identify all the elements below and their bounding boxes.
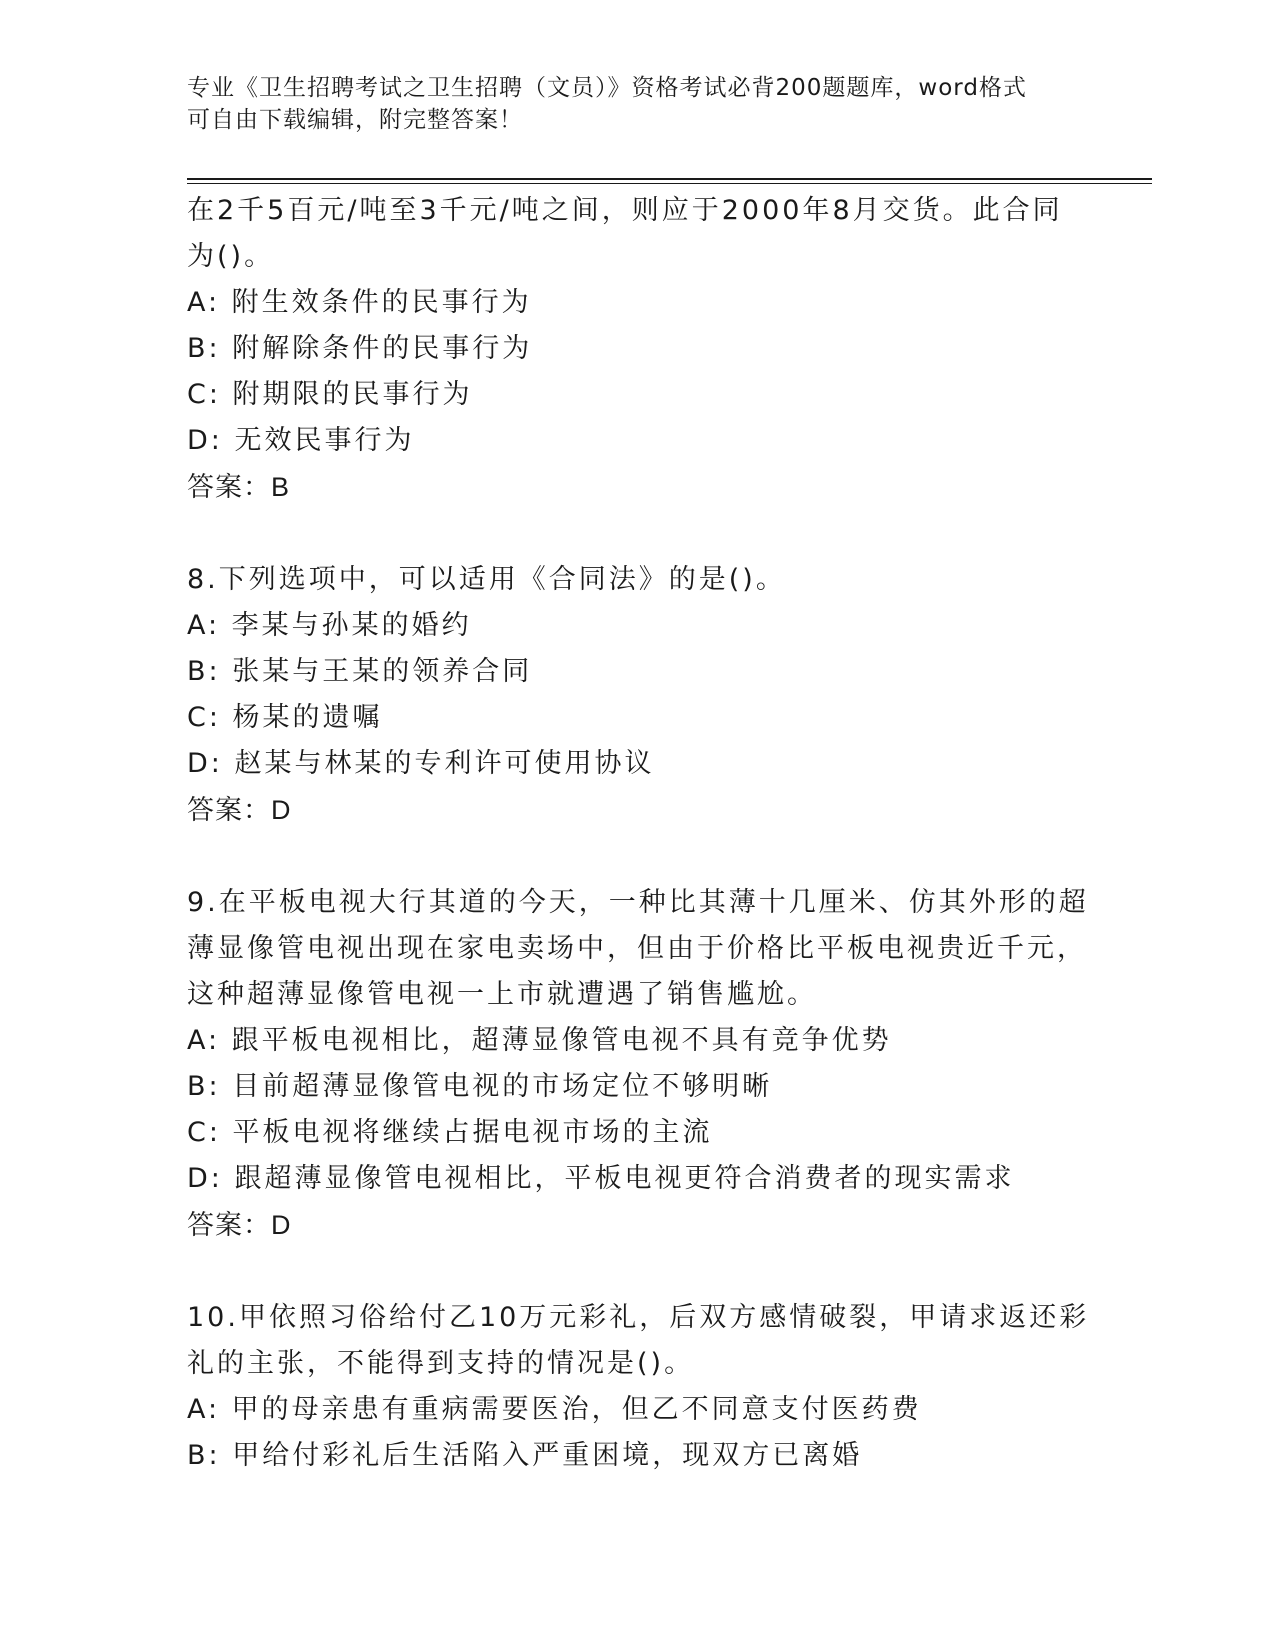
option-c: C: 附期限的民事行为 bbox=[187, 379, 473, 410]
question-gap bbox=[187, 1248, 1087, 1295]
question-gap bbox=[187, 833, 1087, 880]
option-d: D: 赵某与林某的专利许可使用协议 bbox=[187, 748, 655, 779]
header-title-line-2: 可自由下载编辑，附完整答案！ bbox=[187, 107, 523, 133]
header-divider-thick bbox=[187, 178, 1152, 180]
question-text-line: 这种超薄显像管电视一上市就遭遇了销售尴尬。 bbox=[187, 979, 817, 1010]
option-a: A: 甲的母亲患有重病需要医治，但乙不同意支付医药费 bbox=[187, 1394, 922, 1425]
option-d: D: 无效民事行为 bbox=[187, 425, 415, 456]
header-divider-thin bbox=[187, 183, 1152, 184]
question-text-line: 礼的主张，不能得到支持的情况是()。 bbox=[187, 1348, 695, 1379]
option-b: B: 附解除条件的民事行为 bbox=[187, 333, 533, 364]
option-b: B: 张某与王某的领养合同 bbox=[187, 656, 533, 687]
question-text-line: 薄显像管电视出现在家电卖场中，但由于价格比平板电视贵近千元， bbox=[187, 933, 1087, 964]
question-gap bbox=[187, 510, 1087, 557]
question-text-line: 10.甲依照习俗给付乙10万元彩礼，后双方感情破裂，甲请求返还彩 bbox=[187, 1302, 1090, 1333]
question-list bbox=[187, 188, 1090, 1479]
option-c: C: 杨某的遗嘱 bbox=[187, 702, 383, 733]
question-text-line: 在2千5百元/吨至3千元/吨之间，则应于2000年8月交货。此合同 bbox=[187, 195, 1063, 226]
question-text-line: 9.在平板电视大行其道的今天，一种比其薄十几厘米、仿其外形的超 bbox=[187, 887, 1089, 918]
question-7-continued bbox=[187, 188, 1087, 510]
option-b: B: 目前超薄显像管电视的市场定位不够明晰 bbox=[187, 1071, 773, 1102]
page-header bbox=[187, 72, 1087, 136]
option-c: C: 平板电视将继续占据电视市场的主流 bbox=[187, 1117, 713, 1148]
option-d: D: 跟超薄显像管电视相比，平板电视更符合消费者的现实需求 bbox=[187, 1163, 1015, 1194]
question-text-line: 为()。 bbox=[187, 241, 275, 272]
question-8 bbox=[187, 557, 1087, 833]
option-a: A: 李某与孙某的婚约 bbox=[187, 610, 472, 641]
question-9 bbox=[187, 880, 1087, 1248]
answer-line: 答案：D bbox=[187, 1210, 292, 1240]
answer-line: 答案：B bbox=[187, 472, 291, 502]
answer-line: 答案：D bbox=[187, 795, 292, 825]
option-b: B: 甲给付彩礼后生活陷入严重困境，现双方已离婚 bbox=[187, 1440, 863, 1471]
option-a: A: 跟平板电视相比，超薄显像管电视不具有竞争优势 bbox=[187, 1025, 892, 1056]
option-a: A: 附生效条件的民事行为 bbox=[187, 287, 532, 318]
question-text-line: 8.下列选项中，可以适用《合同法》的是()。 bbox=[187, 564, 786, 595]
header-title-line-1: 专业《卫生招聘考试之卫生招聘（文员）》资格考试必背200题题库，word格式 bbox=[187, 75, 1027, 101]
question-10 bbox=[187, 1295, 1090, 1479]
